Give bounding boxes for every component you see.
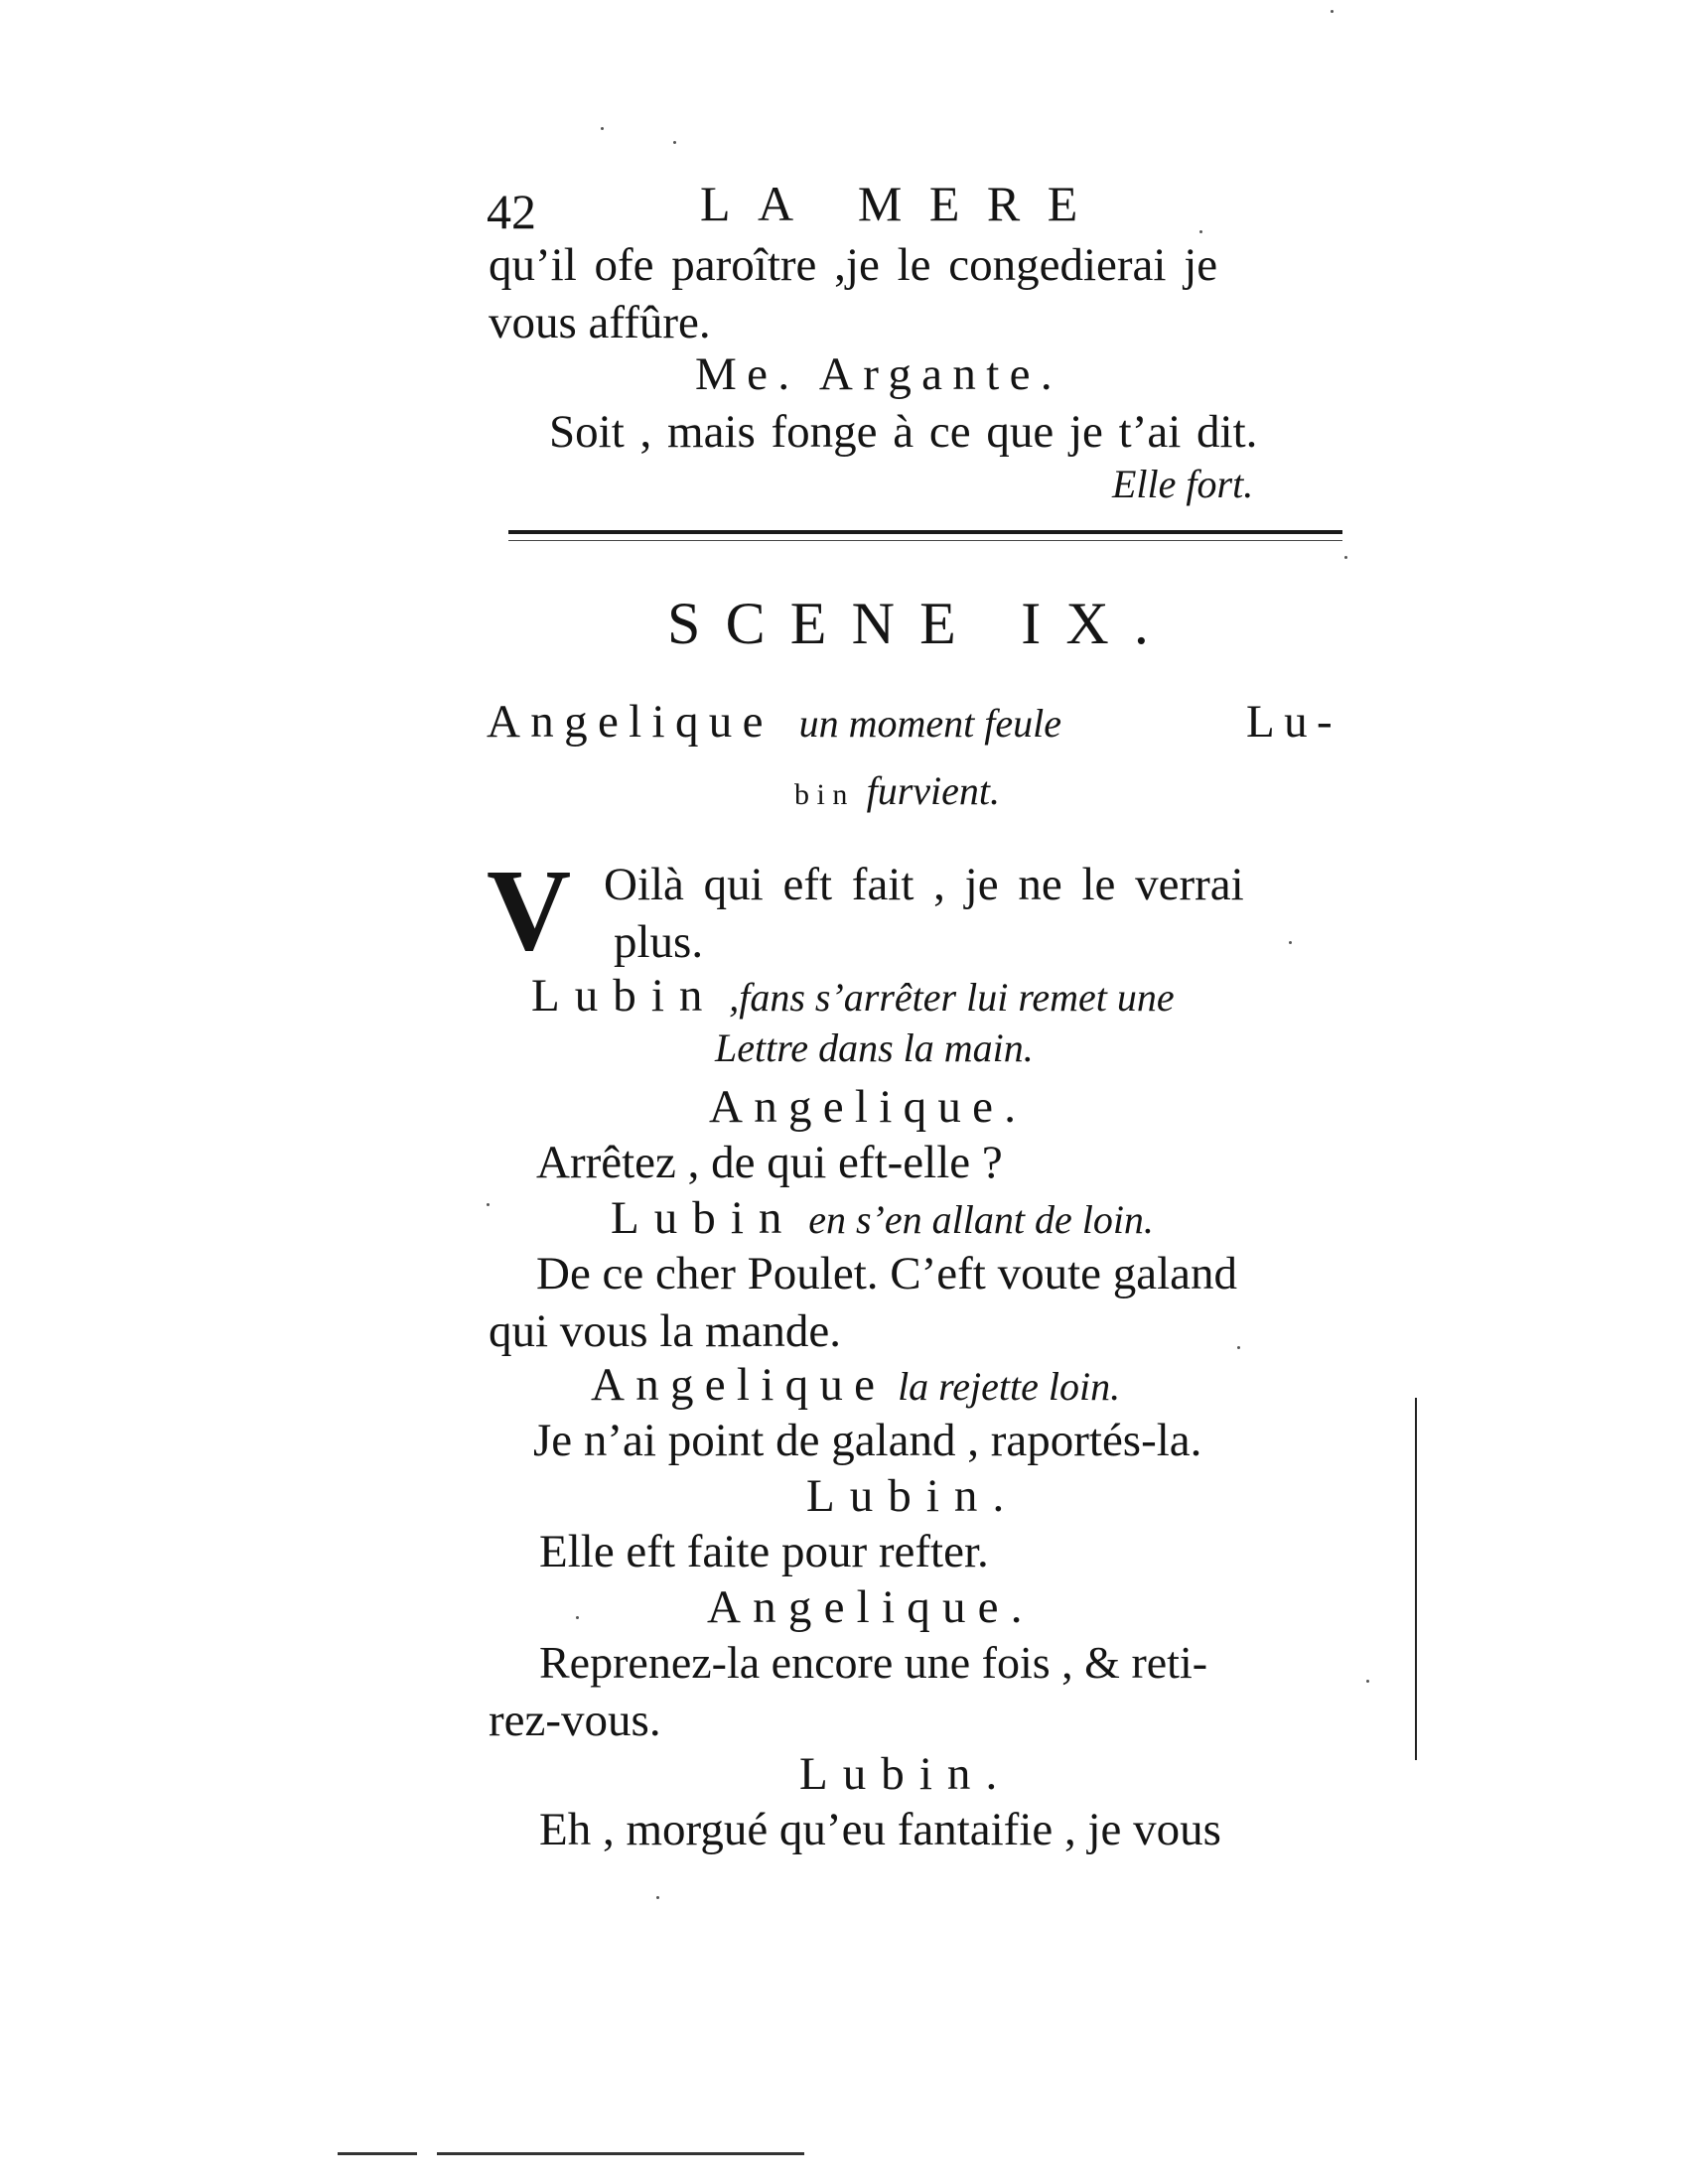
cast-line <box>794 766 1000 813</box>
speck <box>656 1896 659 1899</box>
speaker-name: Angelique. <box>707 1581 1035 1633</box>
character-name: Lu- <box>1246 696 1342 748</box>
speck <box>1199 230 1202 233</box>
speck <box>673 141 676 144</box>
running-head: LA MERE <box>700 176 1105 231</box>
speck <box>1331 10 1334 13</box>
stage-direction: Elle fort. <box>1112 462 1254 506</box>
stage-direction: en s’en allant de loin. <box>808 1197 1154 1242</box>
speck <box>601 127 604 130</box>
speaker-name: Lubin. <box>799 1748 1013 1800</box>
text-line: Oilà qui eft fait , je ne le verrai <box>604 859 1244 910</box>
stage-direction: Lettre dans la main. <box>715 1025 1034 1070</box>
text-line: Arrêtez , de qui eft-elle ? <box>536 1137 1003 1188</box>
text-line: qui vous la mande. <box>489 1305 842 1357</box>
character-name: Angelique <box>591 1359 887 1411</box>
text-line: qu’il ofe paroître ,je le congedierai je <box>489 239 1218 291</box>
stage-direction: ,fans s’arrêter lui remet une <box>729 975 1175 1020</box>
text-line: Reprenez-la encore une fois , & reti- <box>539 1637 1208 1688</box>
text-line: vous affûre. <box>489 297 711 348</box>
text-line: Elle eft faite pour refter. <box>539 1526 989 1577</box>
character-name: Lubin <box>531 970 718 1022</box>
stage-line <box>531 970 1175 1022</box>
stage-line <box>591 1359 1121 1411</box>
speaker-name: Me. Argante. <box>695 348 1062 400</box>
text-line: plus. <box>614 916 704 968</box>
stage-line <box>611 1192 1154 1244</box>
bottom-edge-rule <box>437 2152 804 2155</box>
text-line: Je n’ai point de galand , raportés-la. <box>533 1415 1202 1466</box>
speck <box>1289 941 1292 944</box>
cast-line <box>487 696 1061 748</box>
text-line: De ce cher Poulet. C’eft voute galand <box>536 1248 1238 1299</box>
stage-direction: la rejette loin. <box>898 1364 1121 1409</box>
scene-title: SCENE IX. <box>667 591 1175 656</box>
speck <box>1344 556 1347 559</box>
section-rule <box>508 530 1342 534</box>
section-rule-thin <box>508 540 1342 541</box>
drop-cap: V <box>487 845 572 975</box>
character-name: bin <box>794 778 855 811</box>
speaker-name: Angelique. <box>709 1081 1028 1133</box>
stage-direction: furvient. <box>866 768 1001 813</box>
stage-direction: un moment feule <box>798 701 1061 746</box>
page-number: 42 <box>487 184 536 239</box>
speck <box>1366 1680 1369 1683</box>
bottom-edge-rule <box>338 2152 417 2155</box>
speaker-name: Lubin. <box>806 1470 1020 1522</box>
character-name: Angelique <box>487 696 774 748</box>
character-name: Lubin <box>611 1192 797 1244</box>
text-line: rez-vous. <box>489 1695 661 1746</box>
speck <box>1237 1346 1240 1349</box>
text-line: Eh , morgué qu’eu fantaifie , je vous <box>539 1804 1221 1855</box>
speck <box>576 1616 579 1619</box>
speck <box>487 1203 490 1206</box>
text-line: Soit , mais fonge à ce que je t’ai dit. <box>549 406 1258 458</box>
margin-line <box>1415 1398 1417 1760</box>
